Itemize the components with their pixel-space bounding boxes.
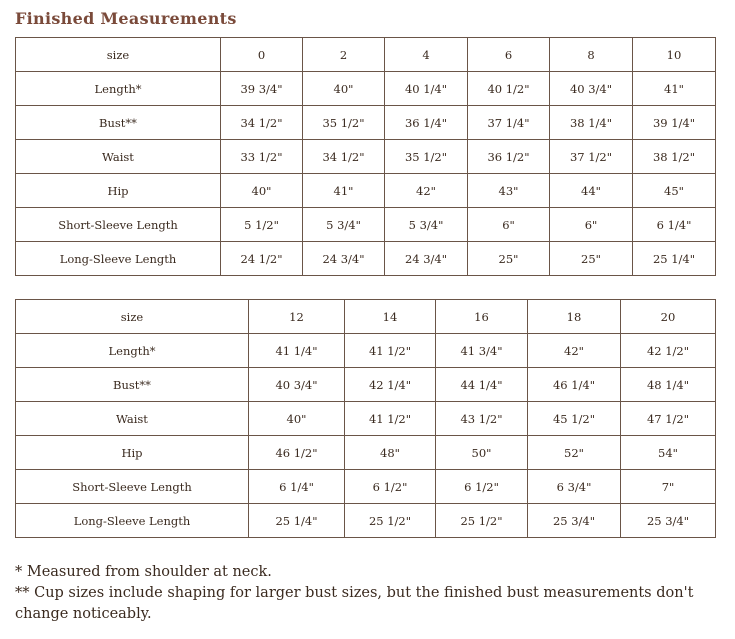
size-header-cell: 4 [385,38,468,72]
table-header-row [16,300,716,334]
measurement-cell: 6 1/4" [633,208,716,242]
table-row [16,174,716,208]
footnote-length: * Measured from shoulder at neck. [15,564,272,580]
measurement-cell: 24 3/4" [303,242,385,276]
measurement-cell: 47 1/2" [621,402,716,436]
table-header-row [16,38,716,72]
measurement-cell: 48 1/4" [621,368,716,402]
row-label: Bust** [16,106,221,140]
row-label: Length* [16,334,249,368]
measurement-cell: 54" [621,436,716,470]
measurement-cell: 44 1/4" [436,368,528,402]
measurement-cell: 46 1/4" [528,368,621,402]
measurement-cell: 42 1/2" [621,334,716,368]
measurement-cell: 40 3/4" [550,72,633,106]
table-row [16,72,716,106]
measurement-cell: 36 1/2" [468,140,550,174]
size-header-cell: 14 [345,300,436,334]
measurement-cell: 45" [633,174,716,208]
measurement-cell: 40" [249,402,345,436]
table-row [16,106,716,140]
measurement-cell: 6" [468,208,550,242]
measurement-cell: 6" [550,208,633,242]
row-label: Length* [16,72,221,106]
measurement-cell: 40" [303,72,385,106]
measurement-cell: 25 3/4" [528,504,621,538]
measurement-cell: 40 3/4" [249,368,345,402]
measurement-cell: 37 1/4" [468,106,550,140]
measurement-cell: 25 1/4" [249,504,345,538]
table-row [16,436,716,470]
measurement-cell: 48" [345,436,436,470]
measurement-cell: 44" [550,174,633,208]
row-label: Bust** [16,368,249,402]
measurement-cell: 25" [468,242,550,276]
measurement-cell: 43 1/2" [436,402,528,436]
row-label: Long-Sleeve Length [16,242,221,276]
measurement-cell: 6 1/2" [345,470,436,504]
table-row [16,140,716,174]
footnote-bust: ** Cup sizes include shaping for larger bust sizes, but the finished bust measurements don't change noticeably. [15,585,694,622]
measurement-cell: 45 1/2" [528,402,621,436]
table-row [16,368,716,402]
measurement-cell: 25 1/2" [436,504,528,538]
size-header-cell: 18 [528,300,621,334]
measurement-cell: 37 1/2" [550,140,633,174]
measurement-cell: 33 1/2" [221,140,303,174]
measurement-cell: 6 1/4" [249,470,345,504]
measurement-cell: 41 1/4" [249,334,345,368]
table-row [16,242,716,276]
measurement-cell: 52" [528,436,621,470]
row-label: Waist [16,402,249,436]
measurements-table-sizes-0-10 [15,37,716,276]
measurement-cell: 25 3/4" [621,504,716,538]
row-label: Hip [16,174,221,208]
measurement-cell: 5 1/2" [221,208,303,242]
measurement-cell: 41 1/2" [345,402,436,436]
size-header-cell: 6 [468,38,550,72]
measurement-cell: 5 3/4" [303,208,385,242]
measurement-cell: 42 1/4" [345,368,436,402]
size-header-cell: 20 [621,300,716,334]
size-header-cell: 10 [633,38,716,72]
measurement-cell: 42" [528,334,621,368]
measurement-cell: 38 1/4" [550,106,633,140]
measurement-cell: 5 3/4" [385,208,468,242]
row-label: Long-Sleeve Length [16,504,249,538]
size-header-cell: 16 [436,300,528,334]
table-row [16,334,716,368]
measurement-cell: 39 3/4" [221,72,303,106]
size-header-label: size [16,300,249,334]
table-row [16,470,716,504]
measurement-cell: 43" [468,174,550,208]
measurements-table-sizes-12-20 [15,299,716,538]
measurement-cell: 41" [633,72,716,106]
measurement-cell: 25 1/2" [345,504,436,538]
row-label: Short-Sleeve Length [16,208,221,242]
measurement-cell: 40" [221,174,303,208]
measurement-cell: 6 1/2" [436,470,528,504]
measurement-cell: 34 1/2" [303,140,385,174]
measurement-cell: 41 3/4" [436,334,528,368]
measurement-cell: 35 1/2" [385,140,468,174]
footnotes [15,562,720,625]
measurement-cell: 39 1/4" [633,106,716,140]
measurement-cell: 38 1/2" [633,140,716,174]
measurement-cell: 40 1/2" [468,72,550,106]
measurement-cell: 40 1/4" [385,72,468,106]
row-label: Hip [16,436,249,470]
measurement-cell: 46 1/2" [249,436,345,470]
measurement-cell: 25" [550,242,633,276]
measurement-cell: 6 3/4" [528,470,621,504]
measurement-cell: 24 1/2" [221,242,303,276]
row-label: Short-Sleeve Length [16,470,249,504]
size-header-cell: 12 [249,300,345,334]
measurement-cell: 35 1/2" [303,106,385,140]
size-header-cell: 8 [550,38,633,72]
measurement-cell: 24 3/4" [385,242,468,276]
measurement-cell: 41 1/2" [345,334,436,368]
measurement-cell: 36 1/4" [385,106,468,140]
size-header-cell: 0 [221,38,303,72]
measurement-cell: 25 1/4" [633,242,716,276]
table-row [16,402,716,436]
table-row [16,208,716,242]
table-row [16,504,716,538]
size-header-cell: 2 [303,38,385,72]
measurement-cell: 42" [385,174,468,208]
size-header-label: size [16,38,221,72]
measurement-cell: 7" [621,470,716,504]
measurement-cell: 41" [303,174,385,208]
measurement-cell: 34 1/2" [221,106,303,140]
row-label: Waist [16,140,221,174]
page-title: Finished Measurements [15,9,237,28]
measurement-cell: 50" [436,436,528,470]
